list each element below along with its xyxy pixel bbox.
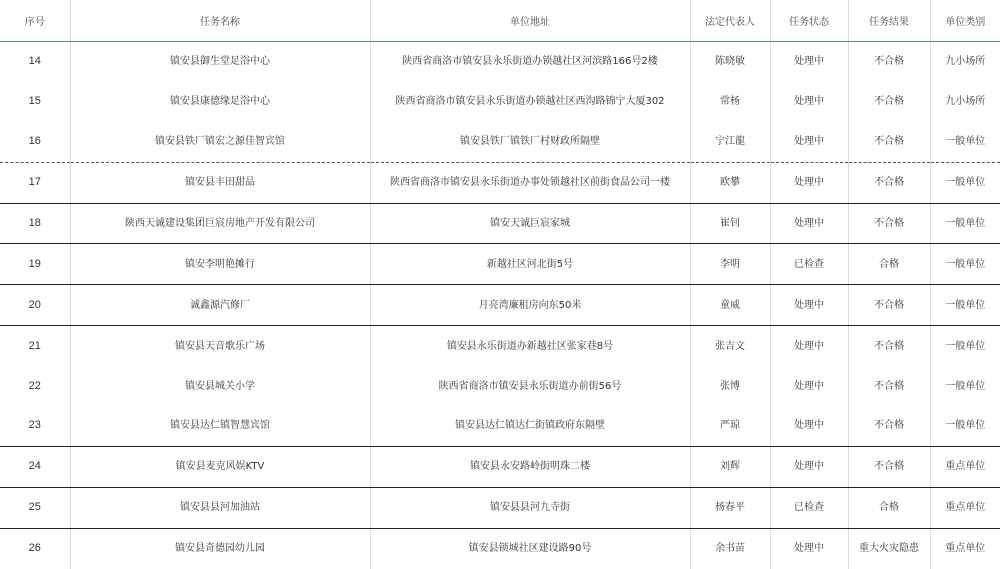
cell-result: 合格 bbox=[848, 244, 930, 285]
cell-result: 不合格 bbox=[848, 326, 930, 366]
cell-status: 已检查 bbox=[770, 487, 848, 528]
cell-task-name: 陕西天诚建设集团巨宸房地产开发有限公司 bbox=[70, 203, 370, 244]
header-address: 单位地址 bbox=[370, 0, 690, 42]
header-result: 任务结果 bbox=[848, 0, 930, 42]
cell-legal-rep: 欧攀 bbox=[690, 162, 770, 203]
table-row[interactable] bbox=[0, 203, 1000, 244]
cell-result: 合格 bbox=[848, 487, 930, 528]
cell-serial: 21 bbox=[0, 326, 70, 366]
cell-legal-rep: 刘辉 bbox=[690, 446, 770, 487]
cell-category: 一般单位 bbox=[930, 406, 1000, 446]
cell-legal-rep: 张吉文 bbox=[690, 326, 770, 366]
cell-serial: 26 bbox=[0, 528, 70, 568]
cell-category: 一般单位 bbox=[930, 285, 1000, 326]
cell-serial: 17 bbox=[0, 162, 70, 203]
header-category: 单位类别 bbox=[930, 0, 1000, 42]
cell-legal-rep: 余书苗 bbox=[690, 528, 770, 568]
cell-address: 镇安县铁厂镇铁厂村财政所隔壁 bbox=[370, 122, 690, 162]
cell-address: 镇安天诚巨宸家城 bbox=[370, 203, 690, 244]
cell-task-name: 镇安县御生堂足浴中心 bbox=[70, 42, 370, 82]
cell-status: 处理中 bbox=[770, 42, 848, 82]
cell-address: 陕西省商洛市镇安县永乐街道办事处锁越社区前街食品公司一楼 bbox=[370, 162, 690, 203]
cell-category: 一般单位 bbox=[930, 122, 1000, 162]
cell-address: 月亮湾廉租房向东50米 bbox=[370, 285, 690, 326]
header-status: 任务状态 bbox=[770, 0, 848, 42]
cell-serial: 15 bbox=[0, 82, 70, 122]
cell-task-name: 诚鑫源汽修厂 bbox=[70, 285, 370, 326]
table-body bbox=[0, 42, 1000, 569]
table-row[interactable] bbox=[0, 406, 1000, 446]
table-row[interactable] bbox=[0, 122, 1000, 162]
table-row[interactable] bbox=[0, 82, 1000, 122]
cell-status: 处理中 bbox=[770, 326, 848, 366]
cell-serial: 18 bbox=[0, 203, 70, 244]
cell-result: 不合格 bbox=[848, 82, 930, 122]
cell-serial: 22 bbox=[0, 366, 70, 406]
cell-address: 镇安县永安路岭街明珠二楼 bbox=[370, 446, 690, 487]
cell-serial: 14 bbox=[0, 42, 70, 82]
cell-result: 重大火灾隐患 bbox=[848, 528, 930, 568]
cell-result: 不合格 bbox=[848, 162, 930, 203]
cell-category: 一般单位 bbox=[945, 380, 986, 392]
cell-legal-rep: 宁江龍 bbox=[690, 122, 770, 162]
cell-serial: 20 bbox=[0, 285, 70, 326]
cell-category: 九小场所 bbox=[945, 96, 986, 108]
cell-address: 镇安县县河九寺街 bbox=[370, 487, 690, 528]
cell-legal-rep: 李明 bbox=[690, 244, 770, 285]
cell-address: 陕西省商洛市镇安县永乐街道办锁越社区西沟路锦宁大厦302 bbox=[370, 82, 690, 122]
cell-task-name: 镇安县县河加油站 bbox=[70, 487, 370, 528]
table-row[interactable] bbox=[0, 487, 1000, 528]
cell-legal-rep: 常杨 bbox=[690, 82, 770, 122]
cell-category: 重点单位 bbox=[930, 446, 1000, 487]
cell-result: 不合格 bbox=[848, 446, 930, 487]
cell-task-name: 镇安县达仁镇智慧宾馆 bbox=[70, 406, 370, 446]
cell-legal-rep: 陈晓敏 bbox=[690, 42, 770, 82]
cell-status: 处理中 bbox=[770, 446, 848, 487]
cell-task-name: 镇安县奇德园幼儿园 bbox=[70, 528, 370, 568]
cell-status: 处理中 bbox=[770, 122, 848, 162]
cell-category: 一般单位 bbox=[930, 162, 1000, 203]
cell-serial: 25 bbox=[0, 487, 70, 528]
cell-result: 不合格 bbox=[848, 285, 930, 326]
cell-task-name: 镇安县康德缘足浴中心 bbox=[70, 82, 370, 122]
cell-result: 不合格 bbox=[848, 203, 930, 244]
header-serial: 序号 bbox=[0, 0, 70, 42]
cell-status: 处理中 bbox=[770, 366, 848, 406]
table-row[interactable] bbox=[0, 42, 1000, 82]
cell-legal-rep: 严琼 bbox=[690, 406, 770, 446]
cell-serial: 16 bbox=[0, 122, 70, 162]
cell-category: 九小场所 bbox=[945, 56, 986, 68]
cell-category: 重点单位 bbox=[930, 487, 1000, 528]
cell-serial: 23 bbox=[0, 406, 70, 446]
cell-result: 不合格 bbox=[848, 122, 930, 162]
cell-status: 处理中 bbox=[770, 162, 848, 203]
cell-legal-rep: 张博 bbox=[690, 366, 770, 406]
cell-task-name: 镇安县铁厂镇宏之源佳智宾馆 bbox=[70, 122, 370, 162]
cell-category: 重点单位 bbox=[945, 543, 986, 555]
cell-status: 处理中 bbox=[770, 285, 848, 326]
table-row[interactable] bbox=[0, 366, 1000, 406]
cell-legal-rep: 崔钊 bbox=[690, 203, 770, 244]
table-header bbox=[0, 0, 1000, 42]
cell-status: 已检查 bbox=[770, 244, 848, 285]
cell-status: 处理中 bbox=[770, 406, 848, 446]
cell-result: 不合格 bbox=[848, 406, 930, 446]
cell-address: 镇安县永乐街道办新越社区张家巷8号 bbox=[370, 326, 690, 366]
cell-status: 处理中 bbox=[770, 528, 848, 568]
cell-category: 一般单位 bbox=[930, 203, 1000, 244]
cell-address: 新越社区河北街5号 bbox=[370, 244, 690, 285]
cell-task-name: 镇安县丰田甜品 bbox=[70, 162, 370, 203]
cell-status: 处理中 bbox=[770, 203, 848, 244]
header-legal-rep: 法定代表人 bbox=[690, 0, 770, 42]
cell-address: 陕西省商洛市镇安县永乐街道办前街56号 bbox=[370, 366, 690, 406]
table-row[interactable] bbox=[0, 285, 1000, 326]
cell-status: 处理中 bbox=[770, 82, 848, 122]
cell-task-name: 镇安李明艳摊行 bbox=[70, 244, 370, 285]
cell-legal-rep: 童威 bbox=[690, 285, 770, 326]
cell-address: 镇安县锁城社区建设路90号 bbox=[370, 528, 690, 568]
table-row[interactable] bbox=[0, 446, 1000, 487]
cell-serial: 24 bbox=[0, 446, 70, 487]
cell-category: 一般单位 bbox=[930, 244, 1000, 285]
table-row[interactable] bbox=[0, 528, 1000, 568]
cell-serial: 19 bbox=[0, 244, 70, 285]
cell-task-name: 镇安县天音歌乐广场 bbox=[70, 326, 370, 366]
header-task-name: 任务名称 bbox=[70, 0, 370, 42]
cell-result: 不合格 bbox=[848, 42, 930, 82]
cell-category: 一般单位 bbox=[945, 340, 986, 352]
cell-legal-rep: 杨春平 bbox=[690, 487, 770, 528]
table-row[interactable] bbox=[0, 326, 1000, 366]
table-row[interactable] bbox=[0, 162, 1000, 203]
table-row[interactable] bbox=[0, 244, 1000, 285]
cell-address: 陕西省商洛市镇安县永乐街道办锁越社区河滨路166号2楼 bbox=[370, 42, 690, 82]
cell-task-name: 镇安县麦克风娱KTV bbox=[70, 446, 370, 487]
cell-address: 镇安县达仁镇达仁街镇政府东隔壁 bbox=[370, 406, 690, 446]
cell-result: 不合格 bbox=[848, 366, 930, 406]
cell-task-name: 镇安县城关小学 bbox=[70, 366, 370, 406]
